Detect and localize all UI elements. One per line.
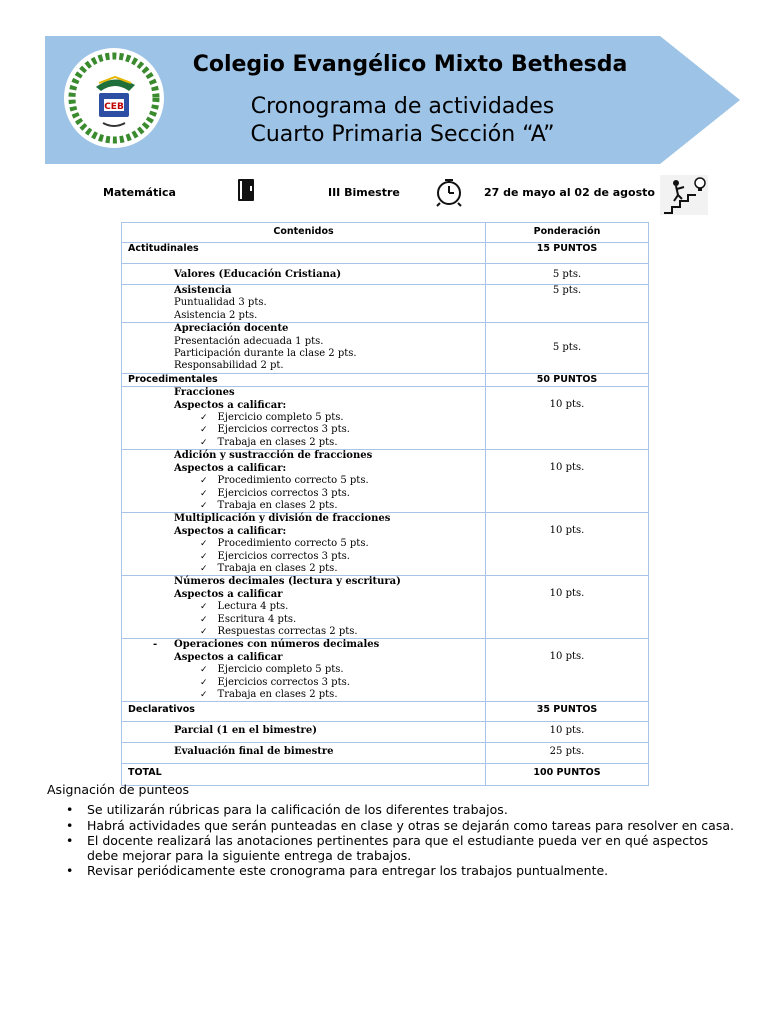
row-aspects: Aspectos a calificar: xyxy=(174,462,287,474)
row-points: 5 pts. xyxy=(486,323,649,374)
notes-list xyxy=(47,803,737,879)
document-subtitle: Cuarto Primaria Sección “A” xyxy=(250,122,555,147)
row-points: 10 pts. xyxy=(486,639,649,702)
note-item: • Habrá actividades que serán punteadas en clase y otras se dejarán como tareas para resolver en casa. xyxy=(87,819,737,834)
row-points: 10 pts. xyxy=(486,722,649,743)
header-ponderacion: Ponderación xyxy=(486,223,649,243)
row-detail: Responsabilidad 2 pt. xyxy=(174,360,284,372)
checklist-item: ✓ Procedimiento correcto 5 pts. xyxy=(128,475,479,487)
row-aspects: Aspectos a calificar: xyxy=(174,399,287,411)
row-detail: Presentación adecuada 1 pts. xyxy=(174,335,324,347)
notes-title: Asignación de punteos xyxy=(47,782,190,797)
checklist-item: ✓ Ejercicio completo 5 pts. xyxy=(128,412,479,424)
table-row xyxy=(122,285,649,323)
table-row xyxy=(122,387,649,450)
checklist-item: ✓ Escritura 4 pts. xyxy=(128,614,479,626)
table-row xyxy=(122,639,649,702)
checklist-item: ✓ Ejercicios correctos 3 pts. xyxy=(128,424,479,436)
school-name: Colegio Evangélico Mixto Bethesda xyxy=(192,52,628,77)
header-banner xyxy=(45,36,740,164)
school-logo xyxy=(63,47,165,149)
table-row xyxy=(122,450,649,513)
row-points: 10 pts. xyxy=(486,513,649,576)
document-title: Cronograma de actividades xyxy=(250,94,555,119)
section-points: 15 PUNTOS xyxy=(486,243,649,264)
checklist-item: ✓ Trabaja en clases 2 pts. xyxy=(128,563,479,575)
row-detail: Asistencia 2 pts. xyxy=(174,309,258,321)
row-points: 10 pts. xyxy=(486,450,649,513)
logo-text: CEB xyxy=(104,102,124,112)
checklist-item: ✓ Respuestas correctas 2 pts. xyxy=(128,626,479,638)
table-row xyxy=(122,513,649,576)
alarm-clock-icon xyxy=(433,176,465,213)
table-row xyxy=(122,743,649,764)
table-row xyxy=(122,722,649,743)
row-label: Parcial (1 en el bimestre) xyxy=(174,725,317,737)
row-points: 5 pts. xyxy=(486,264,649,285)
table-row xyxy=(122,243,649,264)
notebook-icon xyxy=(236,178,256,207)
checklist-item: ✓ Ejercicio completo 5 pts. xyxy=(128,664,479,676)
date-range: 27 de mayo al 02 de agosto xyxy=(484,186,655,199)
evaluation-table xyxy=(121,222,649,786)
checklist-item: ✓ Trabaja en clases 2 pts. xyxy=(128,437,479,449)
notes-section xyxy=(47,782,737,880)
checklist-item: ✓ Trabaja en clases 2 pts. xyxy=(128,689,479,701)
row-aspects: Aspectos a calificar xyxy=(174,588,283,600)
section-declarativos: Declarativos xyxy=(128,704,195,716)
row-label: Valores (Educación Cristiana) xyxy=(174,269,342,280)
checklist-item: ✓ Ejercicios correctos 3 pts. xyxy=(128,551,479,563)
row-points: 25 pts. xyxy=(486,743,649,764)
checklist-item: ✓ Ejercicios correctos 3 pts. xyxy=(128,677,479,689)
note-item: • Revisar periódicamente este cronograma para entregar los trabajos puntualmente. xyxy=(87,864,737,879)
row-label: Operaciones con números decimales xyxy=(174,639,380,651)
total-label: TOTAL xyxy=(128,767,162,779)
table-row xyxy=(122,576,649,639)
checklist-item: ✓ Lectura 4 pts. xyxy=(128,601,479,613)
header-contenidos: Contenidos xyxy=(122,223,486,243)
row-aspects: Aspectos a calificar xyxy=(174,651,283,663)
row-points: 10 pts. xyxy=(486,576,649,639)
total-points: 100 PUNTOS xyxy=(486,764,649,786)
row-label: Asistencia xyxy=(174,285,232,296)
section-actitudinales: Actitudinales xyxy=(128,243,199,254)
row-detail: Participación durante la clase 2 pts. xyxy=(174,348,357,360)
section-points: 50 PUNTOS xyxy=(486,373,649,386)
row-label: Fracciones xyxy=(174,387,235,399)
table-row xyxy=(122,373,649,386)
checklist-item: ✓ Procedimiento correcto 5 pts. xyxy=(128,538,479,550)
row-dash: - xyxy=(153,639,158,651)
checklist-item: ✓ Ejercicios correctos 3 pts. xyxy=(128,488,479,500)
row-label: Apreciación docente xyxy=(174,323,289,335)
row-aspects: Aspectos a calificar: xyxy=(174,525,287,537)
checklist-item: ✓ Trabaja en clases 2 pts. xyxy=(128,500,479,512)
table-row xyxy=(122,702,649,722)
row-detail: Puntualidad 3 pts. xyxy=(174,297,267,309)
row-label: Números decimales (lectura y escritura) xyxy=(174,576,401,588)
row-label: Adición y sustracción de fracciones xyxy=(174,450,373,462)
stairs-idea-icon xyxy=(660,175,708,220)
note-item: • Se utilizarán rúbricas para la calificación de los diferentes trabajos. xyxy=(87,803,737,818)
section-procedimentales: Procedimentales xyxy=(128,373,218,385)
table-row xyxy=(122,264,649,285)
table-header-row xyxy=(122,223,649,243)
row-label: Multiplicación y división de fracciones xyxy=(174,513,391,525)
note-item: • El docente realizará las anotaciones pertinentes para que el estudiante pueda ver en qué aspectos debe mejorar para la siguiente entrega de trabajos. xyxy=(87,834,737,863)
table-row xyxy=(122,323,649,374)
row-points: 5 pts. xyxy=(486,285,649,323)
row-points: 10 pts. xyxy=(486,387,649,450)
subject-label: Matemática xyxy=(103,186,176,199)
term-label: III Bimestre xyxy=(328,186,400,199)
row-label: Evaluación final de bimestre xyxy=(174,746,334,758)
section-points: 35 PUNTOS xyxy=(486,702,649,722)
